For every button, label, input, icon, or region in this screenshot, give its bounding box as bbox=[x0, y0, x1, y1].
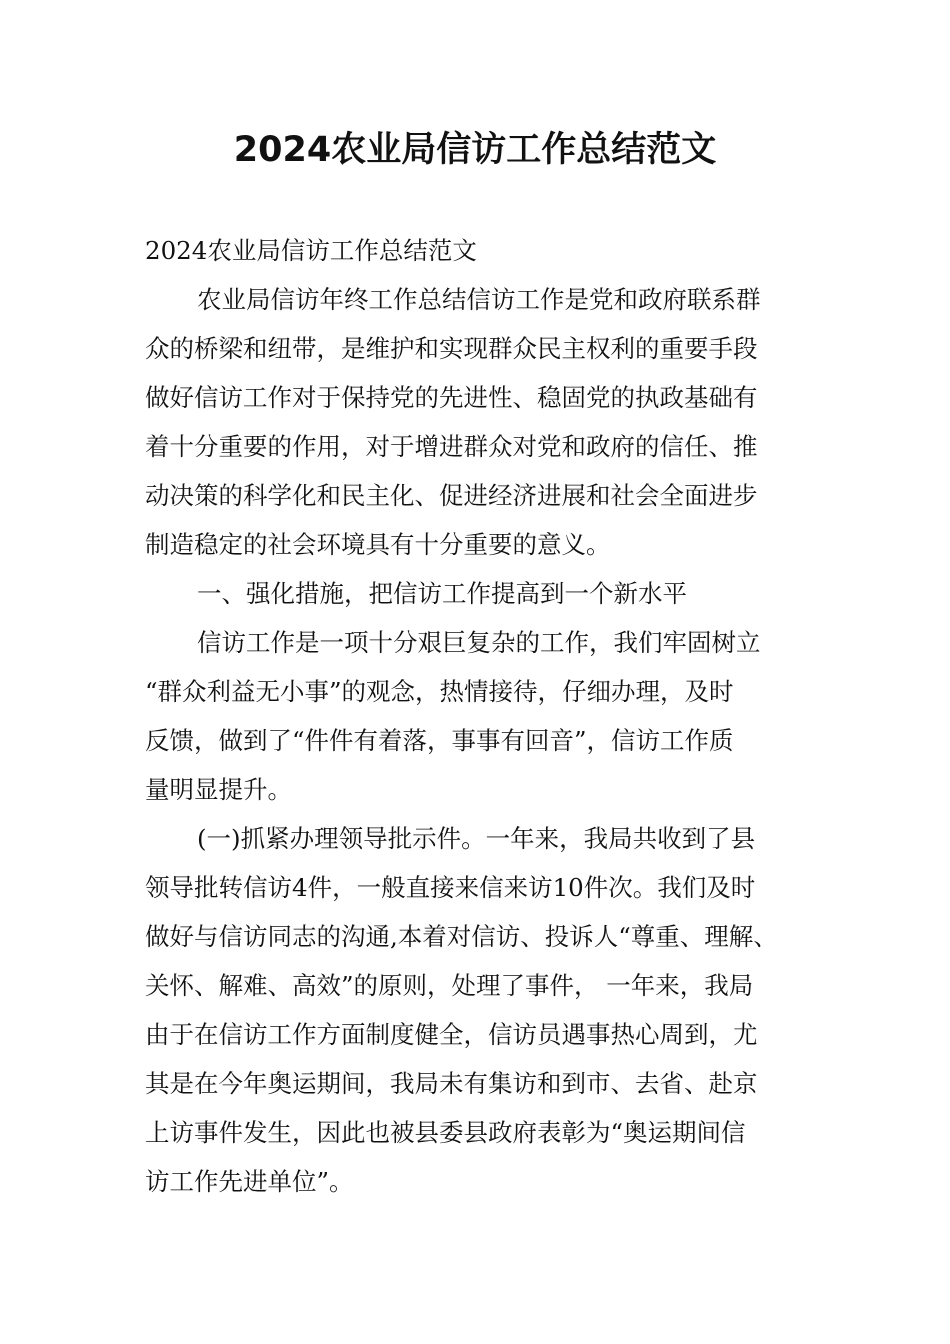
body-line-6: 动决策的科学化和民主化、促进经济进展和社会全面进步 bbox=[145, 481, 758, 510]
document-body bbox=[145, 226, 815, 1206]
body-line-10: “群众利益无小事”的观念，热情接待，仔细办理，及时 bbox=[145, 677, 734, 706]
body-line-16: 关怀、解难、高效”的原则，处理了事件， 一年来，我局 bbox=[145, 971, 754, 1000]
body-line-19: 上访事件发生，因此也被县委县政府表彰为“奥运期间信 bbox=[145, 1118, 746, 1147]
body-line-13: (一)抓紧办理领导批示件。一年来，我局共收到了县 bbox=[197, 824, 756, 853]
body-line-20: 访工作先进单位”。 bbox=[145, 1167, 354, 1196]
body-line-14: 领导批转信访4件，一般直接来信来访10件次。我们及时 bbox=[145, 873, 756, 902]
body-line-3: 众的桥梁和纽带，是维护和实现群众民主权利的重要手段 bbox=[145, 334, 758, 363]
body-line-2: 农业局信访年终工作总结信访工作是党和政府联系群 bbox=[197, 285, 761, 314]
body-line-8: 一、强化措施，把信访工作提高到一个新水平 bbox=[197, 579, 687, 608]
body-line-7: 制造稳定的社会环境具有十分重要的意义。 bbox=[145, 530, 611, 559]
body-line-11: 反馈，做到了“件件有着落，事事有回音”，信访工作质 bbox=[145, 726, 734, 755]
body-line-18: 其是在今年奥运期间，我局未有集访和到市、去省、赴京 bbox=[145, 1069, 758, 1098]
body-line-1: 2024农业局信访工作总结范文 bbox=[145, 236, 477, 265]
body-line-12: 量明显提升。 bbox=[145, 775, 292, 804]
body-line-15: 做好与信访同志的沟通,本着对信访、投诉人“尊重、理解、 bbox=[145, 922, 778, 951]
body-line-17: 由于在信访工作方面制度健全，信访员遇事热心周到，尤 bbox=[145, 1020, 758, 1049]
document-title: 2024农业局信访工作总结范文 bbox=[233, 130, 717, 170]
body-line-5: 着十分重要的作用，对于增进群众对党和政府的信任、推 bbox=[145, 432, 758, 461]
body-line-9: 信访工作是一项十分艰巨复杂的工作，我们牢固树立 bbox=[197, 628, 761, 657]
body-line-4: 做好信访工作对于保持党的先进性、稳固党的执政基础有 bbox=[145, 383, 758, 412]
